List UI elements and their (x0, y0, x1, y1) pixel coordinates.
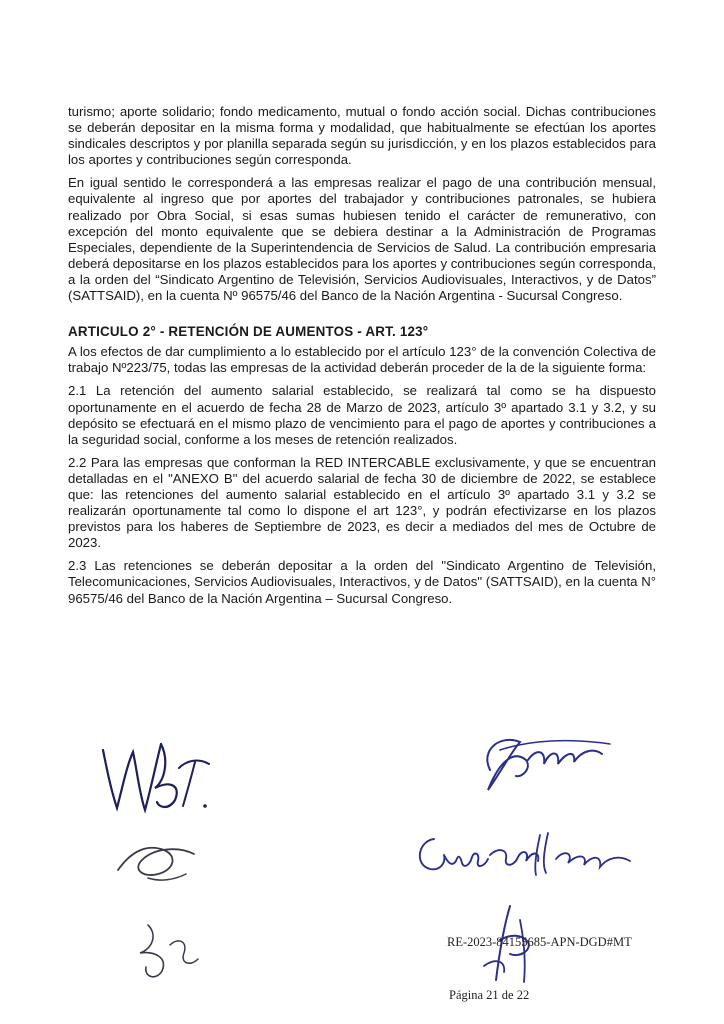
signature-bottom-left (128, 915, 208, 990)
document-id: RE-2023-84155685-APN-DGD#MT (447, 935, 632, 949)
signature-top-right-drawing (470, 720, 620, 800)
paragraph-2-1: 2.1 La retención del aumento salarial establecido, se realizará tal como se ha dispuesto oportunamente en el acuerdo de fecha 28 de Marzo de 2023, artículo 3º apartado 3.1 y 3.2, y su depósito se efectuará en el mismo plazo de vencimiento para el pago de aportes y contribuciones a la seguridad social, conforme a los meses de retención realizados. (68, 383, 656, 447)
article-heading: ARTICULO 2° - RETENCIÓN DE AUMENTOS - ART. 123° (68, 324, 429, 340)
paragraph-contributions: turismo; aporte solidario; fondo medicamento, mutual o fondo acción social. Dichas contribuciones se deberán depositar en la misma forma y modalidad, que habitualmente se efectúan los aportes sindicales descriptos y por planilla separada según su jurisdicción, y en los plazos establecidos para los aportes y contribuciones según corresponda. (68, 104, 656, 168)
signature-top-right (470, 720, 620, 800)
page-number: Página 21 de 22 (449, 988, 530, 1002)
signature-middle-left (108, 830, 208, 890)
body-text (68, 104, 656, 614)
paragraph-2-2: 2.2 Para las empresas que conforman la RED INTERCABLE exclusivamente, y que se encuentran detalladas en el "ANEXO B" del acuerdo salarial de fecha 30 de diciembre de 2022, se establece que: las retenciones del aumento salarial establecido en el artículo 3º apartado 3.1 y 3.2 se realizarán oportunamente tal como lo dispone el art 123°, y podrán efectivizarse en los plazos previstos para los haberes de Septiembre de 2023, es decir a mediados del mes de Octubre de 2023. (68, 454, 656, 551)
signature-middle-left-drawing (108, 830, 208, 890)
signature-middle-right (408, 825, 658, 885)
paragraph-intro: A los efectos de dar cumplimiento a lo establecido por el artículo 123° de la convención Colectiva de trabajo Nº223/75, todas las empresas de la actividad deberán proceder de la de la siguiente forma: (68, 344, 656, 376)
paragraph-2-3: 2.3 Las retenciones se deberán depositar a la orden del "Sindicato Argentino de Televisión, Telecomunicaciones, Servicios Audiovisuales, Interactivos, y de Datos" (SATTSAID), en la cuenta N° 96575/46 del Banco de la Nación Argentina – Sucursal Congreso. (68, 558, 656, 606)
signature-top-left-drawing (95, 730, 225, 820)
paragraph-employer-contribution: En igual sentido le corresponderá a las empresas realizar el pago de una contribución mensual, equivalente al ingreso que por aportes del trabajador y contribuciones patronales, se hubiera realizado por Obra Social, si esas sumas hubiesen tenido el carácter de remunerativo, con excepción del monto equivalente que se debiera destinar a la Administración de Programas Especiales, dependiente de la Superintendencia de Servicios de Salud. La contribución empresaria deberá depositarse en los plazos establecidos para los aportes y contribuciones según corresponda, a la orden del “Sindicato Argentino de Televisión, Servicios Audiovisuales, Interactivos, y de Datos” (SATTSAID), en la cuenta Nº 96575/46 del Banco de la Nación Argentina - Sucursal Congreso. (68, 175, 656, 304)
signature-middle-right-drawing (408, 825, 658, 885)
signature-top-left (95, 730, 225, 820)
signature-bottom-left-drawing (128, 915, 208, 990)
